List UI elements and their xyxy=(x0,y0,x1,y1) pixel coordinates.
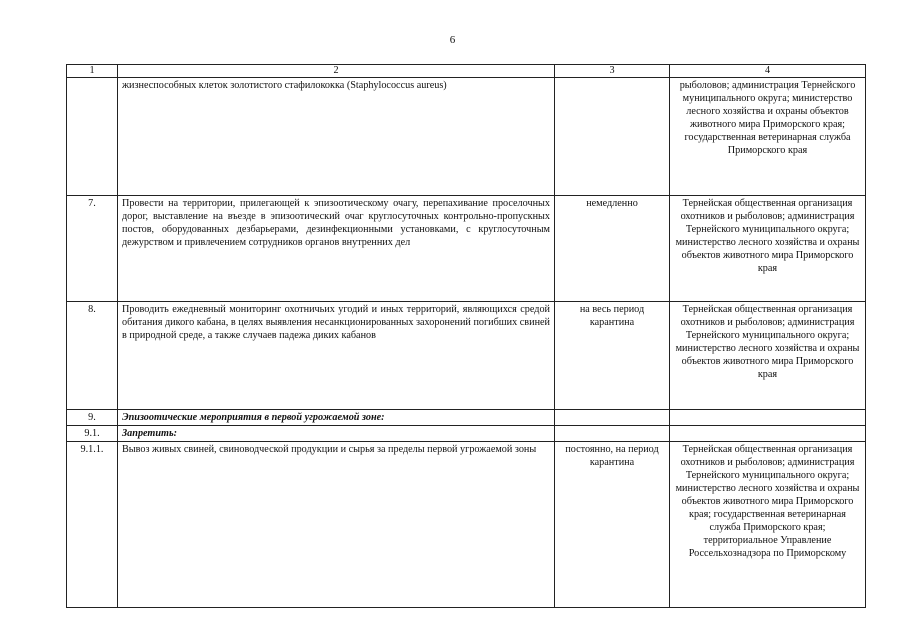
row-number: 9. xyxy=(67,410,118,426)
row-responsible xyxy=(670,410,866,426)
row-responsible xyxy=(670,426,866,442)
header-col-2: 2 xyxy=(118,65,555,78)
table-header-row xyxy=(67,65,866,78)
row-number: 7. xyxy=(67,196,118,302)
row-number: 9.1. xyxy=(67,426,118,442)
table-row xyxy=(67,196,866,302)
table-row xyxy=(67,426,866,442)
table-row xyxy=(67,410,866,426)
subsection-heading: Запретить: xyxy=(118,426,555,442)
row-responsible: Тернейская общественная организация охотников и рыболовов; администрация Тернейского муниципального округа; министерство лесного хозяйства и охраны объектов животного мира Приморского края xyxy=(670,196,866,302)
table-row xyxy=(67,78,866,196)
row-number xyxy=(67,78,118,196)
row-term xyxy=(555,78,670,196)
row-responsible: Тернейская общественная организация охотников и рыболовов; администрация Тернейского муниципального округа; министерство лесного хозяйства и охраны объектов животного мира Приморского края; государственная ветеринарная служба Приморского края; территориальное Управление Россельхознадзора по Приморскому xyxy=(670,442,866,608)
header-col-3: 3 xyxy=(555,65,670,78)
row-measure: Провести на территории, прилегающей к эпизоотическому очагу, перепахивание проселочных дорог, выставление на въезде в эпизоотический очаг круглосуточных контрольно-пропускных постов, оборудованных дезбарьерами, дезинфекционными установками, с круглосуточным дежурством и привлечением сотрудников органов внутренних дел xyxy=(118,196,555,302)
header-col-4: 4 xyxy=(670,65,866,78)
row-responsible: рыболовов; администрация Тернейского муниципального округа; министерство лесного хозяйства и охраны объектов животного мира Приморского края; государственная ветеринарная служба Приморского края xyxy=(670,78,866,196)
row-responsible: Тернейская общественная организация охотников и рыболовов; администрация Тернейского муниципального округа; министерство лесного хозяйства и охраны объектов животного мира Приморского края xyxy=(670,302,866,410)
row-term: постоянно, на период карантина xyxy=(555,442,670,608)
row-number: 9.1.1. xyxy=(67,442,118,608)
row-term: немедленно xyxy=(555,196,670,302)
row-term xyxy=(555,426,670,442)
row-measure: Вывоз живых свиней, свиноводческой продукции и сырья за пределы первой угрожаемой зоны xyxy=(118,442,555,608)
row-measure: Проводить ежедневный мониторинг охотничьих угодий и иных территорий, являющихся средой обитания дикого кабана, в целях выявления несанкционированных захоронений погибших свиней в природной среде, а также случаев падежа диких кабанов xyxy=(118,302,555,410)
measures-table xyxy=(66,64,866,608)
header-col-1: 1 xyxy=(67,65,118,78)
section-heading: Эпизоотические мероприятия в первой угрожаемой зоне: xyxy=(118,410,555,426)
row-number: 8. xyxy=(67,302,118,410)
table-row xyxy=(67,442,866,608)
page-number: 6 xyxy=(449,34,456,46)
row-term: на весь период карантина xyxy=(555,302,670,410)
row-term xyxy=(555,410,670,426)
table-row xyxy=(67,302,866,410)
row-measure: жизнеспособных клеток золотистого стафилококка (Staphylococcus aureus) xyxy=(118,78,555,196)
